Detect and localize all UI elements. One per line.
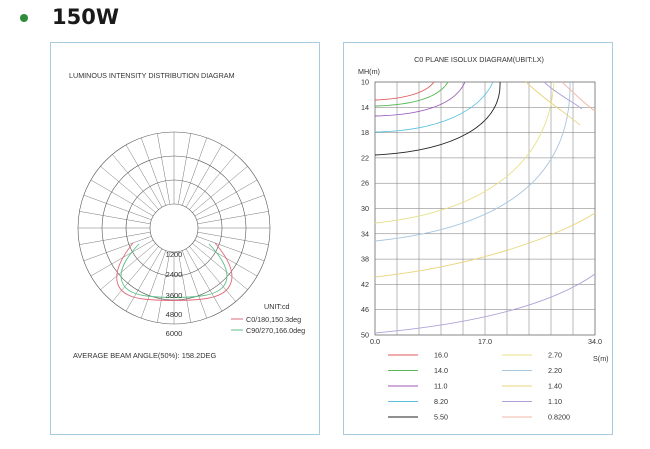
page-title: 150W — [52, 5, 119, 29]
radial-tick-label: 3600 — [165, 291, 183, 300]
polar-diagram-panel — [50, 42, 320, 435]
polar-diagram — [51, 43, 321, 436]
isolux-legend-label: 2.70 — [548, 350, 562, 360]
isolux-y-tick-label: 30 — [361, 204, 369, 213]
isolux-y-tick-label: 38 — [361, 254, 369, 264]
bullet-dot-icon — [20, 14, 28, 22]
isolux-legend-label: 14.0 — [434, 366, 448, 375]
isolux-legend-label: 11.0 — [434, 381, 448, 391]
isolux-y-axis-label: MH(m) — [358, 67, 380, 76]
polar-grid-spoke — [126, 145, 162, 207]
isolux-x-tick-label: 0.0 — [370, 337, 380, 346]
isolux-legend-label: 2.20 — [548, 366, 562, 375]
isolux-legend-label: 0.8200 — [548, 412, 570, 422]
radial-tick-label: 1200 — [165, 250, 183, 259]
polar-grid-spoke — [157, 133, 170, 204]
isolux-y-tick-label: 10 — [361, 77, 369, 87]
polar-grid-spoke — [197, 195, 265, 220]
polar-grid-spoke — [141, 251, 166, 319]
isolux-y-tick-label: 46 — [361, 305, 369, 315]
isolux-diagram-title: C0 PLANE ISOLUX DIAGRAM(UBIT:LX) — [414, 55, 544, 64]
polar-grid-spoke — [79, 211, 150, 224]
isolux-legend — [388, 351, 570, 422]
legend-label-c90: C90/270,166.0deg — [246, 326, 306, 335]
beam-angle-text: AVERAGE BEAM ANGLE(50%): 158.2DEG — [73, 351, 217, 360]
polar-grid-spoke — [198, 211, 269, 224]
polar-grid-spoke — [186, 145, 222, 207]
polar-grid-spoke — [91, 180, 153, 216]
isolux-legend-label: 5.50 — [434, 412, 448, 422]
isolux-y-tick-labels — [361, 78, 369, 340]
polar-grid-spoke — [186, 249, 222, 311]
isolux-x-tick-labels — [370, 337, 602, 346]
isolux-y-tick-label: 26 — [361, 178, 369, 188]
isolux-diagram — [344, 43, 614, 436]
polar-grid-spoke — [141, 138, 166, 206]
polar-grid-spoke — [182, 138, 207, 206]
isolux-contour-16-0 — [375, 82, 434, 100]
isolux-contour-2-20 — [375, 82, 570, 241]
isolux-y-tick-label: 22 — [361, 153, 369, 163]
radial-tick-label: 4800 — [165, 310, 183, 319]
polar-diagram-title: LUMINOUS INTENSITY DISTRIBUTION DIAGRAM — [69, 71, 235, 80]
polar-unit-label: UNIT:cd — [264, 302, 290, 311]
isolux-y-tick-label: 50 — [361, 330, 369, 340]
polar-grid-spoke — [198, 232, 269, 245]
radial-tick-label: 6000 — [165, 329, 183, 338]
polar-grid-spoke — [126, 249, 162, 311]
isolux-legend-label: 16.0 — [434, 350, 448, 360]
isolux-y-tick-label: 14 — [361, 102, 369, 112]
isolux-diagram-panel — [343, 42, 613, 435]
polar-grid-spoke — [195, 180, 257, 216]
isolux-y-tick-label: 18 — [361, 128, 369, 138]
polar-grid-spoke — [178, 133, 191, 204]
isolux-x-tick-label: 17.0 — [478, 337, 492, 346]
isolux-contour-14-0 — [375, 82, 448, 106]
polar-grid-ring — [150, 204, 198, 252]
legend-label-c0: C0/180,150.3deg — [246, 315, 302, 324]
isolux-legend-label: 1.10 — [548, 397, 562, 406]
radial-tick-label: 2400 — [165, 270, 183, 279]
isolux-y-tick-label: 34 — [361, 229, 369, 239]
isolux-x-axis-label: S(m) — [593, 354, 609, 363]
isolux-x-tick-label: 34.0 — [588, 337, 602, 346]
polar-grid-spoke — [182, 251, 207, 319]
polar-grid-spoke — [84, 195, 152, 220]
isolux-legend-label: 1.40 — [548, 381, 562, 391]
polar-legend — [231, 315, 305, 335]
isolux-y-tick-label: 42 — [361, 279, 369, 289]
polar-grid-spoke — [197, 236, 265, 261]
polar-grid-spoke — [84, 236, 152, 261]
isolux-legend-label: 8.20 — [434, 397, 448, 406]
polar-grid-spoke — [79, 232, 150, 245]
